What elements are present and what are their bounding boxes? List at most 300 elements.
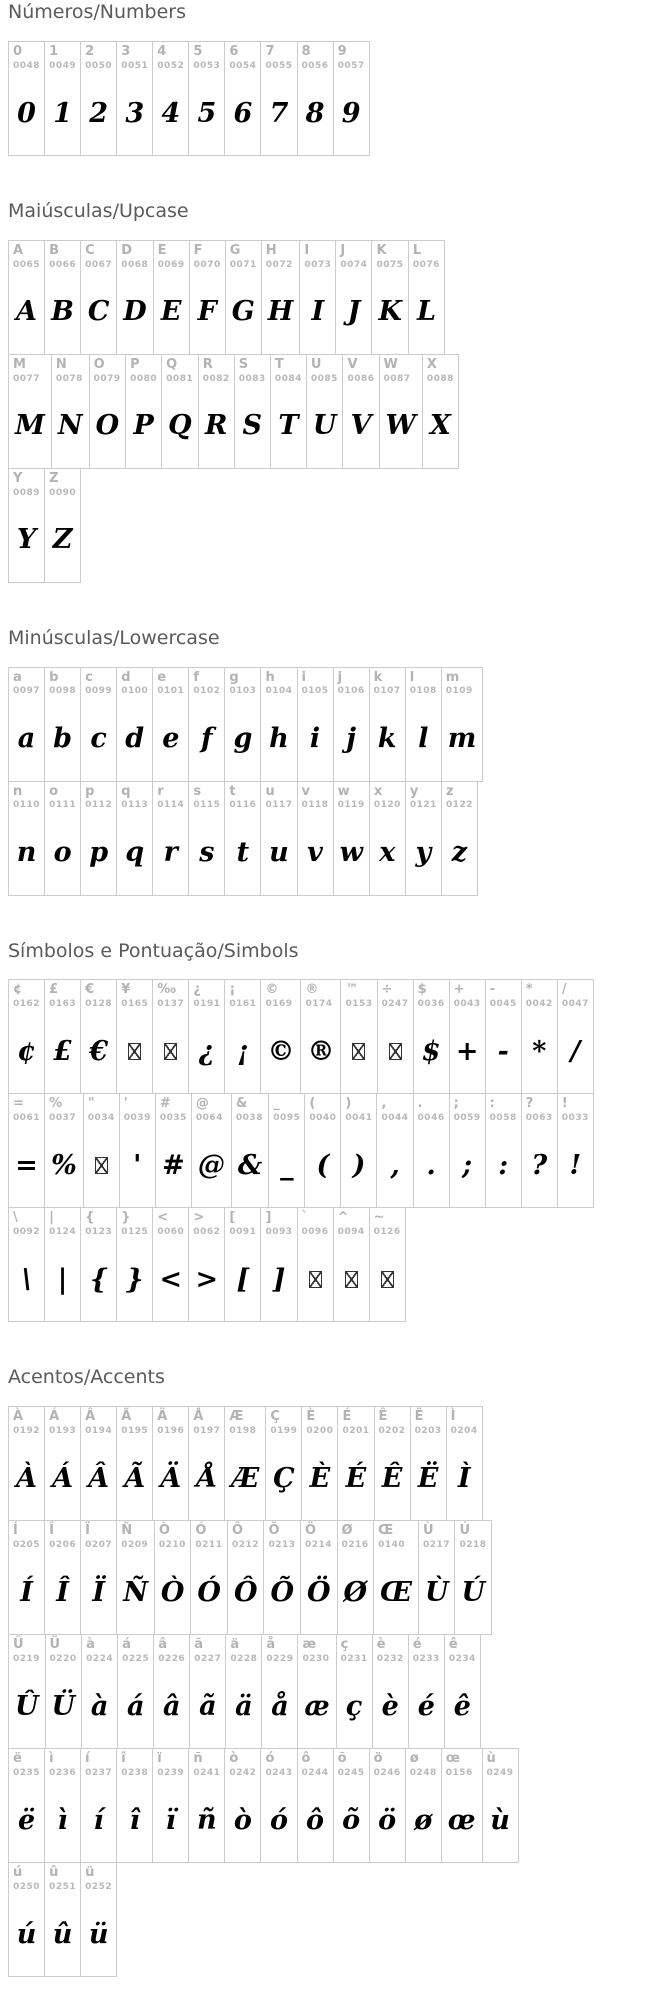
unicode-decimal-code: 0085 — [310, 373, 338, 384]
reference-char: Ì — [450, 1409, 456, 1425]
unicode-decimal-code: 0194 — [85, 1426, 113, 1437]
glyph-cell-0095 — [268, 1093, 305, 1208]
reference-char: V — [347, 356, 358, 372]
unicode-decimal-code: 0082 — [202, 373, 230, 384]
glyph-cell-0074 — [335, 240, 372, 355]
reference-char: Û — [13, 1637, 24, 1653]
section-accents — [8, 1367, 657, 1977]
reference-char: Ø — [341, 1523, 353, 1539]
reference-char: u — [265, 783, 275, 799]
glyph-preview: Å — [196, 1462, 218, 1494]
section-title-numbers: Números/Numbers — [8, 1, 186, 23]
reference-char: ÷ — [381, 982, 393, 998]
reference-char: è — [376, 1637, 386, 1653]
glyph-preview — [121, 1011, 148, 1088]
glyph-cell-0101 — [152, 667, 189, 782]
reference-char: ` — [301, 1210, 308, 1226]
unicode-decimal-code: 0055 — [265, 60, 293, 71]
glyph-cell-0116 — [224, 781, 261, 896]
glyph-preview: Â — [88, 1462, 110, 1494]
glyph-preview: Ú — [461, 1576, 486, 1608]
unicode-decimal-code: 0069 — [157, 259, 185, 270]
unicode-decimal-code: 0199 — [270, 1426, 298, 1437]
glyph-cell-0042 — [521, 979, 558, 1094]
reference-char: K — [376, 242, 387, 258]
missing-glyph-box-icon — [352, 1043, 365, 1060]
reference-char: È — [306, 1409, 316, 1425]
reference-char: i — [301, 669, 306, 685]
reference-char: f — [193, 669, 199, 685]
glyph-preview: 7 — [269, 97, 289, 129]
reference-char: í — [85, 1751, 90, 1767]
unicode-decimal-code: 0174 — [305, 999, 333, 1010]
unicode-decimal-code: 0086 — [347, 373, 375, 384]
glyph-preview: t — [236, 837, 250, 869]
glyph-cell-0093 — [260, 1207, 297, 1322]
reference-char: j — [337, 669, 343, 685]
unicode-decimal-code: 0089 — [13, 487, 41, 498]
unicode-decimal-code: 0230 — [302, 1654, 330, 1665]
reference-char: o — [49, 783, 58, 799]
unicode-decimal-code: 0064 — [195, 1113, 223, 1124]
glyph-preview: < — [159, 1264, 183, 1296]
glyph-cell-0064 — [191, 1093, 232, 1208]
reference-char: U — [310, 356, 322, 372]
glyph-preview: © — [267, 1036, 295, 1068]
unicode-decimal-code: 0204 — [450, 1426, 478, 1437]
glyph-row — [8, 1634, 657, 1749]
reference-char: Ë — [414, 1409, 424, 1425]
unicode-decimal-code: 0234 — [448, 1654, 476, 1665]
reference-char: | — [49, 1210, 54, 1226]
missing-glyph-box-icon — [309, 1271, 322, 1288]
glyph-preview: j — [346, 723, 356, 755]
glyph-cell-0214 — [300, 1520, 338, 1635]
reference-char: ò — [229, 1751, 239, 1767]
glyph-cell-0137 — [152, 979, 189, 1094]
glyph-preview: Ç — [273, 1462, 295, 1494]
glyph-cell-0076 — [408, 240, 445, 355]
glyph-preview: è — [381, 1690, 399, 1722]
reference-char: 5 — [193, 43, 203, 59]
glyph-preview: 4 — [161, 97, 181, 129]
glyph-row — [8, 1207, 657, 1322]
glyph-cell-0039 — [119, 1093, 156, 1208]
glyph-cell-0169 — [260, 979, 301, 1094]
unicode-decimal-code: 0201 — [342, 1426, 370, 1437]
glyph-cell-0071 — [225, 240, 262, 355]
reference-char: 8 — [301, 43, 311, 59]
unicode-decimal-code: 0118 — [301, 800, 329, 811]
glyph-cell-0232 — [372, 1634, 409, 1749]
reference-char: c — [85, 669, 93, 685]
reference-char: ® — [305, 982, 319, 998]
glyph-preview: T — [278, 410, 299, 442]
reference-char: ¡ — [229, 982, 236, 998]
glyph-cell-0230 — [297, 1634, 336, 1749]
glyph-cell-0119 — [333, 781, 370, 896]
glyph-preview: J — [347, 296, 361, 328]
reference-char: J — [340, 242, 346, 258]
glyph-preview: ó — [269, 1804, 288, 1836]
reference-char: ú — [13, 1865, 23, 1881]
reference-char: % — [49, 1096, 63, 1112]
glyph-preview: Z — [52, 524, 73, 556]
glyph-cell-0046 — [413, 1093, 450, 1208]
reference-char: 1 — [49, 43, 59, 59]
glyph-preview: Ï — [92, 1576, 105, 1608]
unicode-decimal-code: 0162 — [13, 999, 41, 1010]
reference-char: : — [489, 1096, 495, 1112]
glyph-cell-0069 — [153, 240, 190, 355]
glyph-preview: k — [377, 723, 397, 755]
glyph-cell-0156 — [441, 1748, 483, 1863]
unicode-decimal-code: 0062 — [193, 1227, 221, 1238]
glyph-preview: é — [417, 1690, 435, 1722]
glyph-cell-0231 — [336, 1634, 373, 1749]
glyph-cell-0055 — [260, 41, 297, 156]
glyph-cell-0065 — [8, 240, 45, 355]
glyph-preview: a — [17, 723, 36, 755]
reference-char: l — [409, 669, 415, 685]
reference-char: ¥ — [121, 982, 131, 998]
glyph-preview: ü — [88, 1918, 109, 1950]
glyph-cell-0098 — [44, 667, 81, 782]
glyph-cell-0108 — [405, 667, 442, 782]
reference-char: Ü — [49, 1637, 61, 1653]
glyph-preview: Ü — [51, 1690, 76, 1722]
glyph-row — [8, 1093, 657, 1208]
glyph-cell-0241 — [188, 1748, 225, 1863]
glyph-preview: À — [16, 1462, 37, 1494]
unicode-decimal-code: 0114 — [157, 800, 185, 811]
glyph-cell-0059 — [449, 1093, 486, 1208]
glyph-preview: 6 — [233, 97, 253, 129]
glyph-preview: ¿ — [198, 1036, 215, 1068]
glyph-row — [8, 1862, 657, 1977]
reference-char: O — [93, 356, 105, 372]
glyph-cell-0099 — [80, 667, 117, 782]
glyph-cell-0111 — [44, 781, 81, 896]
unicode-decimal-code: 0195 — [121, 1426, 149, 1437]
glyph-cell-0236 — [44, 1748, 81, 1863]
reference-char: 3 — [121, 43, 131, 59]
reference-char: â — [158, 1637, 167, 1653]
reference-char: ô — [301, 1751, 311, 1767]
reference-char: < — [157, 1210, 169, 1226]
glyph-cell-0097 — [8, 667, 45, 782]
glyph-preview: í — [93, 1804, 104, 1836]
glyph-cell-0094 — [333, 1207, 370, 1322]
unicode-decimal-code: 0105 — [301, 686, 329, 697]
unicode-decimal-code: 0197 — [193, 1426, 221, 1437]
unicode-decimal-code: 0034 — [87, 1113, 115, 1124]
section-numbers — [8, 2, 657, 156]
glyph-cell-0112 — [80, 781, 117, 896]
unicode-decimal-code: 0078 — [55, 373, 83, 384]
glyph-preview: $ — [421, 1036, 441, 1068]
glyph-preview: x — [379, 837, 396, 869]
glyph-preview: Á — [52, 1462, 74, 1494]
glyph-preview: ù — [490, 1804, 510, 1836]
reference-char: Ô — [231, 1523, 243, 1539]
glyph-cell-0070 — [189, 240, 226, 355]
reference-char: m — [445, 669, 460, 685]
reference-char: D — [121, 242, 132, 258]
glyph-cell-0104 — [260, 667, 297, 782]
unicode-decimal-code: 0123 — [85, 1227, 113, 1238]
unicode-decimal-code: 0202 — [378, 1426, 406, 1437]
reference-char: Í — [13, 1523, 18, 1539]
glyph-preview: I — [311, 296, 325, 328]
glyph-cell-0235 — [8, 1748, 45, 1863]
glyph-preview: Ä — [160, 1462, 182, 1494]
reference-char: L — [412, 242, 422, 258]
glyph-preview: ! — [569, 1150, 582, 1182]
glyph-preview: œ — [447, 1804, 476, 1836]
unicode-decimal-code: 0250 — [13, 1882, 41, 1893]
glyph-row — [8, 979, 657, 1094]
glyph-preview: â — [163, 1690, 181, 1722]
reference-char: H — [265, 242, 277, 258]
glyph-preview: S — [242, 410, 263, 442]
reference-char: { — [85, 1210, 95, 1226]
glyph-preview: 1 — [53, 97, 72, 129]
glyph-preview: w — [339, 837, 363, 869]
glyph-cell-0217 — [418, 1520, 456, 1635]
reference-char: Ã — [121, 1409, 132, 1425]
unicode-decimal-code: 0232 — [376, 1654, 404, 1665]
reference-char: ì — [49, 1751, 54, 1767]
unicode-decimal-code: 0097 — [13, 686, 41, 697]
glyph-cell-0085 — [306, 354, 344, 469]
glyph-cell-0115 — [188, 781, 225, 896]
glyph-cell-0051 — [116, 41, 153, 156]
reference-char: É — [342, 1409, 352, 1425]
glyph-preview: : — [498, 1150, 509, 1182]
unicode-decimal-code: 0212 — [231, 1540, 259, 1551]
reference-char: Q — [166, 356, 178, 372]
glyph-preview — [374, 1239, 401, 1316]
reference-char: ù — [486, 1751, 496, 1767]
glyph-cell-0226 — [153, 1634, 190, 1749]
reference-char: + — [453, 982, 465, 998]
reference-char: Â — [85, 1409, 96, 1425]
glyph-preview: G — [231, 296, 255, 328]
glyph-cell-0073 — [299, 240, 336, 355]
glyph-cell-0216 — [337, 1520, 375, 1635]
unicode-decimal-code: 0128 — [85, 999, 113, 1010]
glyph-preview: B — [51, 296, 74, 328]
glyph-cell-0038 — [231, 1093, 269, 1208]
glyph-cell-0206 — [44, 1520, 81, 1635]
unicode-decimal-code: 0106 — [337, 686, 365, 697]
unicode-decimal-code: 0156 — [445, 1768, 473, 1779]
reference-char: Ä — [157, 1409, 168, 1425]
glyph-cell-0197 — [188, 1406, 225, 1521]
glyph-preview: L — [416, 296, 436, 328]
glyph-preview: Ó — [197, 1576, 221, 1608]
glyph-cell-0037 — [44, 1093, 84, 1208]
glyph-cell-0043 — [449, 979, 486, 1094]
section-lowercase — [8, 628, 657, 896]
glyph-cell-0198 — [224, 1406, 266, 1521]
unicode-decimal-code: 0119 — [337, 800, 365, 811]
glyph-preview: 3 — [125, 97, 145, 129]
unicode-decimal-code: 0243 — [265, 1768, 293, 1779]
glyph-cell-0153 — [340, 979, 377, 1094]
unicode-decimal-code: 0059 — [453, 1113, 481, 1124]
glyph-cell-0045 — [485, 979, 522, 1094]
unicode-decimal-code: 0088 — [426, 373, 454, 384]
glyph-preview: M — [15, 410, 45, 442]
glyph-preview: b — [53, 723, 73, 755]
unicode-decimal-code: 0110 — [13, 800, 41, 811]
glyph-cell-0050 — [80, 41, 117, 156]
glyph-preview — [345, 1011, 372, 1088]
glyph-preview: X — [429, 410, 451, 442]
reference-char: 7 — [265, 43, 275, 59]
reference-char: a — [13, 669, 22, 685]
glyph-preview: = — [15, 1150, 38, 1182]
reference-char: Á — [49, 1409, 60, 1425]
unicode-decimal-code: 0104 — [265, 686, 293, 697]
glyph-cell-0247 — [377, 979, 414, 1094]
unicode-decimal-code: 0079 — [93, 373, 121, 384]
reference-char: ¢ — [13, 982, 23, 998]
unicode-decimal-code: 0092 — [13, 1227, 41, 1238]
unicode-decimal-code: 0216 — [341, 1540, 369, 1551]
unicode-decimal-code: 0122 — [445, 800, 473, 811]
glyph-cell-0242 — [224, 1748, 261, 1863]
glyph-preview: Õ — [270, 1576, 294, 1608]
unicode-decimal-code: 0039 — [123, 1113, 151, 1124]
glyph-preview: Î — [56, 1576, 69, 1608]
reference-char: £ — [49, 982, 59, 998]
glyph-preview: D — [123, 296, 147, 328]
unicode-decimal-code: 0245 — [337, 1768, 365, 1779]
glyph-cell-0250 — [8, 1862, 45, 1977]
reference-char: N — [55, 356, 67, 372]
unicode-decimal-code: 0237 — [85, 1768, 113, 1779]
unicode-decimal-code: 0100 — [121, 686, 149, 697]
glyph-preview: È — [309, 1462, 331, 1494]
glyph-preview: U — [312, 410, 337, 442]
glyph-cell-0084 — [270, 354, 307, 469]
reference-char: Y — [13, 470, 23, 486]
reference-char: Õ — [268, 1523, 280, 1539]
unicode-decimal-code: 0120 — [373, 800, 401, 811]
reference-char: _ — [273, 1096, 280, 1112]
glyph-cell-0213 — [263, 1520, 301, 1635]
glyph-preview: - — [497, 1036, 509, 1068]
glyph-cell-0088 — [422, 354, 459, 469]
reference-char: t — [229, 783, 236, 799]
unicode-decimal-code: 0071 — [229, 259, 257, 270]
reference-char: W — [383, 356, 398, 372]
glyph-preview: * — [532, 1036, 547, 1068]
unicode-decimal-code: 0210 — [158, 1540, 186, 1551]
glyph-cell-0121 — [405, 781, 442, 896]
reference-char: ö — [373, 1751, 383, 1767]
glyph-preview: Û — [15, 1690, 39, 1722]
glyph-preview: Ê — [381, 1462, 403, 1494]
unicode-decimal-code: 0091 — [229, 1227, 257, 1238]
unicode-decimal-code: 0051 — [121, 60, 149, 71]
unicode-decimal-code: 0203 — [414, 1426, 442, 1437]
glyph-row — [8, 41, 657, 156]
glyph-preview: V — [350, 410, 372, 442]
glyph-preview: c — [90, 723, 107, 755]
glyph-cell-0205 — [8, 1520, 45, 1635]
unicode-decimal-code: 0047 — [561, 999, 589, 1010]
glyph-cell-0194 — [80, 1406, 117, 1521]
unicode-decimal-code: 0236 — [49, 1768, 77, 1779]
unicode-decimal-code: 0096 — [301, 1227, 329, 1238]
reference-char: æ — [302, 1637, 317, 1653]
unicode-decimal-code: 0036 — [417, 999, 445, 1010]
unicode-decimal-code: 0043 — [453, 999, 481, 1010]
glyph-preview — [382, 1011, 409, 1088]
glyph-cell-0128 — [80, 979, 117, 1094]
reference-char: œ — [445, 1751, 460, 1767]
unicode-decimal-code: 0067 — [85, 259, 113, 270]
glyph-cell-0081 — [161, 354, 199, 469]
glyph-preview: ò — [233, 1804, 252, 1836]
reference-char: C — [85, 242, 95, 258]
reference-char: ! — [561, 1096, 568, 1112]
reference-char: ; — [453, 1096, 459, 1112]
reference-char: Ê — [378, 1409, 388, 1425]
unicode-decimal-code: 0038 — [235, 1113, 263, 1124]
reference-char: @ — [195, 1096, 209, 1112]
glyph-preview: á — [126, 1690, 145, 1722]
reference-char: 4 — [157, 43, 167, 59]
reference-char: 9 — [337, 43, 347, 59]
unicode-decimal-code: 0169 — [265, 999, 293, 1010]
glyph-cell-0229 — [261, 1634, 298, 1749]
reference-char: Ú — [459, 1523, 471, 1539]
reference-char: å — [266, 1637, 276, 1653]
glyph-preview: P — [133, 410, 154, 442]
unicode-decimal-code: 0161 — [229, 999, 257, 1010]
glyph-preview: 5 — [197, 97, 217, 129]
glyph-preview: | — [57, 1264, 68, 1296]
reference-char: s — [193, 783, 202, 799]
unicode-decimal-code: 0228 — [230, 1654, 258, 1665]
glyph-cell-0041 — [340, 1093, 377, 1208]
glyph-cell-0219 — [8, 1634, 46, 1749]
reference-char: © — [265, 982, 279, 998]
glyph-preview: € — [89, 1036, 109, 1068]
glyph-cell-0252 — [80, 1862, 117, 1977]
glyph-cell-0103 — [224, 667, 261, 782]
glyph-preview: C — [87, 296, 110, 328]
glyph-cell-0140 — [373, 1520, 419, 1635]
unicode-decimal-code: 0041 — [345, 1113, 373, 1124]
reference-char: E — [157, 242, 167, 258]
reference-char: ó — [265, 1751, 275, 1767]
unicode-decimal-code: 0111 — [49, 800, 77, 811]
unicode-decimal-code: 0217 — [422, 1540, 450, 1551]
glyph-cell-0053 — [188, 41, 225, 156]
glyph-preview: õ — [342, 1804, 361, 1836]
glyph-preview: } — [126, 1264, 144, 1296]
unicode-decimal-code: 0209 — [121, 1540, 149, 1551]
glyph-preview: ; — [462, 1150, 473, 1182]
reference-char: & — [235, 1096, 248, 1112]
glyph-cell-0109 — [441, 667, 484, 782]
